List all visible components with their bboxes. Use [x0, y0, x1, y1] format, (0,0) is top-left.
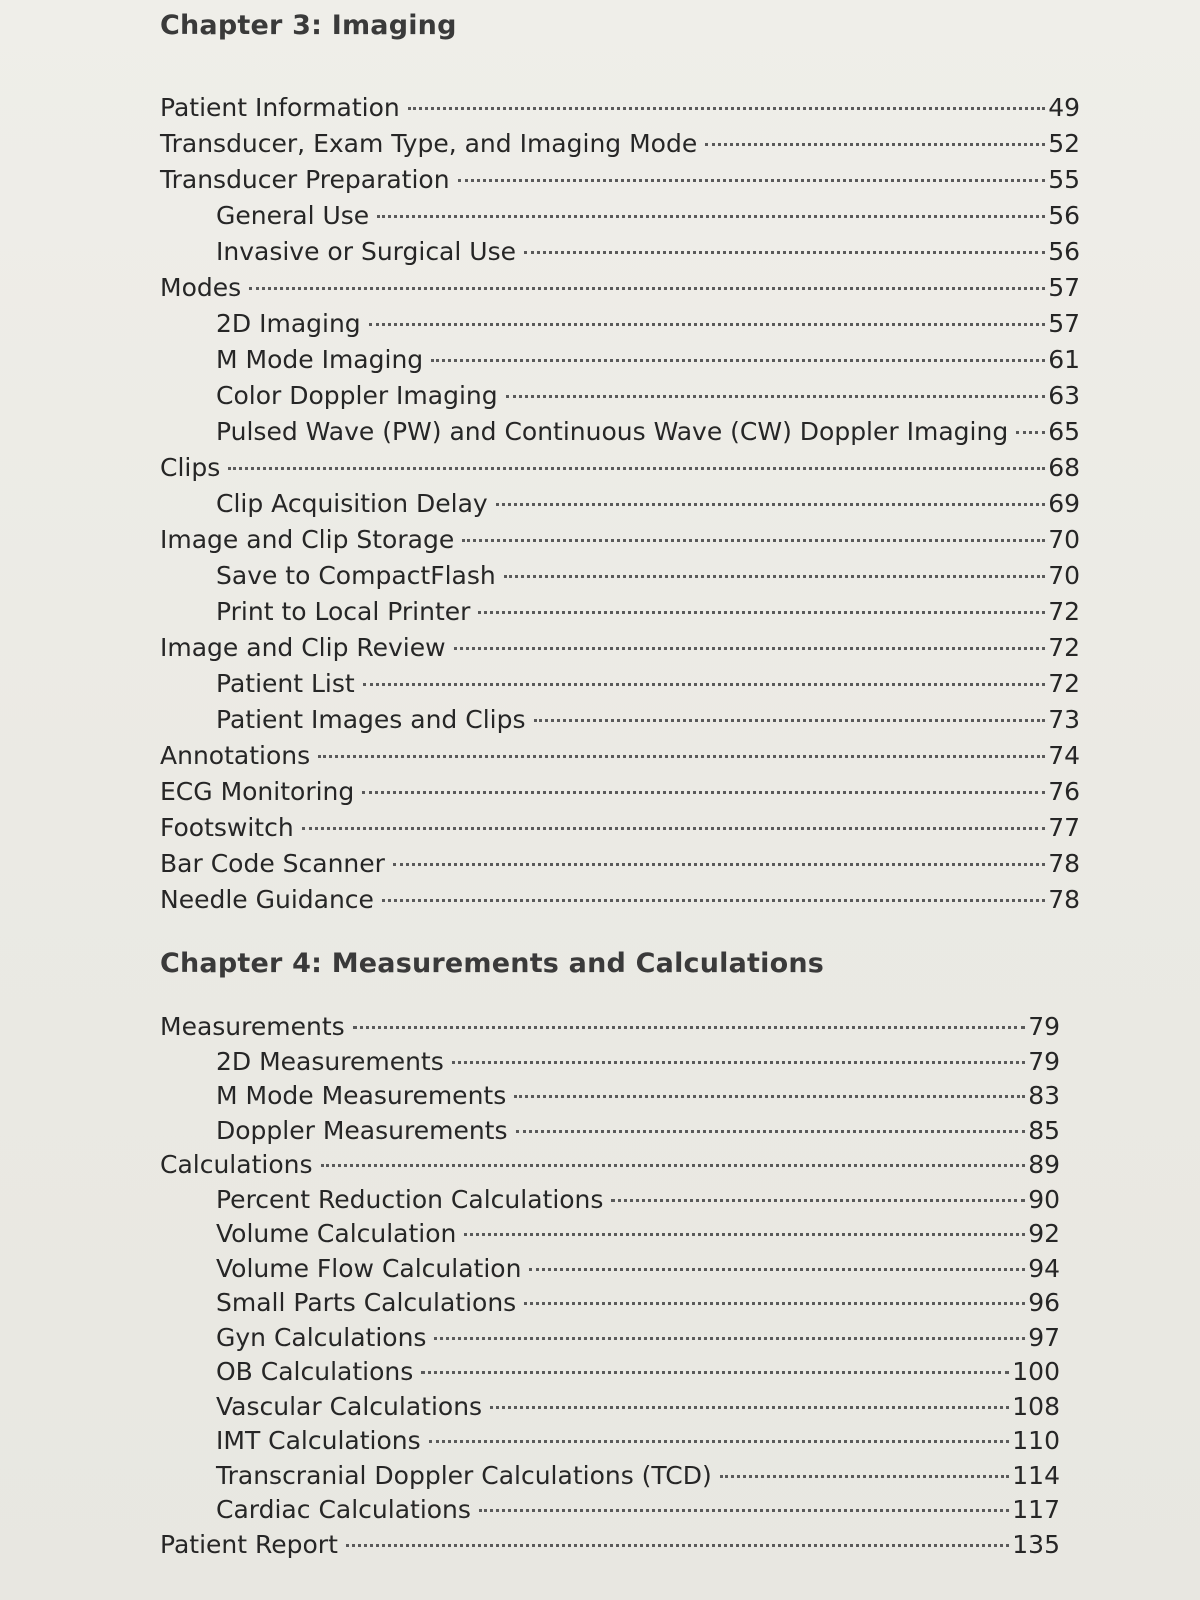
toc-entry-label: Modes: [160, 273, 242, 302]
toc-entry-label: Pulsed Wave (PW) and Continuous Wave (CW) Doppler Imaging: [216, 417, 1009, 446]
toc-entry: [160, 1493, 1060, 1528]
toc-entry-label: Measurements: [160, 1012, 345, 1041]
dot-leader: [506, 395, 1046, 398]
toc-page-number: 92: [1028, 1219, 1060, 1248]
toc-entry: [160, 630, 1080, 666]
toc-entry-label: IMT Calculations: [216, 1426, 421, 1455]
toc-page-number: 74: [1048, 741, 1080, 770]
chapter-title: Chapter 3: Imaging: [160, 10, 457, 41]
toc-entry-label: Bar Code Scanner: [160, 849, 385, 878]
dot-leader: [452, 1061, 1025, 1064]
toc-entry: [160, 1459, 1060, 1494]
toc-entry: [160, 1114, 1060, 1149]
toc-entry-label: Cardiac Calculations: [216, 1495, 471, 1524]
dot-leader: [318, 755, 1045, 758]
toc-entry-label: Gyn Calculations: [216, 1322, 427, 1352]
toc-entry: [160, 1321, 1060, 1356]
toc-page-number: 96: [1028, 1288, 1060, 1317]
dot-leader: [429, 1440, 1010, 1443]
toc-page-number: 72: [1048, 669, 1080, 698]
toc-entry: [160, 126, 1080, 162]
toc-entry-label: Doppler Measurements: [216, 1115, 508, 1145]
toc-page-number: 100: [1012, 1357, 1060, 1386]
dot-leader: [504, 575, 1045, 578]
toc-page-number: 90: [1028, 1184, 1060, 1214]
toc-entry: [160, 594, 1080, 630]
dot-leader: [421, 1371, 1009, 1374]
dot-leader: [393, 863, 1045, 866]
toc-entry: [160, 1355, 1060, 1390]
toc-entry-label: OB Calculations: [216, 1357, 414, 1386]
toc-entry: [160, 270, 1080, 306]
toc-entry: [160, 198, 1080, 234]
toc-page-number: 76: [1048, 777, 1080, 806]
toc-page-number: 110: [1012, 1426, 1060, 1455]
toc-entry-label: M Mode Measurements: [216, 1081, 507, 1110]
toc-entry-label: 2D Imaging: [216, 309, 361, 338]
toc-entry: [160, 90, 1080, 126]
dot-leader: [462, 539, 1045, 542]
toc-entry: [160, 378, 1080, 414]
dot-leader: [534, 719, 1046, 722]
dot-leader: [1016, 431, 1045, 434]
toc-entry-label: Image and Clip Review: [160, 633, 446, 662]
toc-entry: [160, 774, 1080, 810]
dot-leader: [524, 251, 1045, 254]
toc-entry: [160, 666, 1080, 702]
toc-entry: [160, 1286, 1060, 1321]
toc-entry: [160, 1079, 1060, 1114]
toc-page-number: 57: [1048, 309, 1080, 338]
dot-leader: [490, 1406, 1009, 1409]
toc-entry: [160, 450, 1080, 486]
toc-page-number: 83: [1028, 1081, 1060, 1110]
toc-entry: [160, 882, 1080, 918]
toc-entry-label: Calculations: [160, 1150, 313, 1179]
toc-entry: [160, 1183, 1060, 1218]
toc-entry-label: Save to CompactFlash: [216, 561, 496, 590]
toc-entry-label: Volume Flow Calculation: [216, 1253, 522, 1283]
toc-entry-label: Footswitch: [160, 813, 294, 842]
toc-page-number: 68: [1048, 453, 1080, 482]
toc-page-number: 78: [1048, 885, 1080, 914]
toc-entry-label: M Mode Imaging: [216, 345, 424, 374]
dot-leader: [516, 1130, 1026, 1133]
toc-entry-label: Transducer Preparation: [160, 165, 450, 194]
toc-page-number: 56: [1048, 201, 1080, 230]
toc-page-number: 56: [1048, 237, 1080, 266]
dot-leader: [434, 1337, 1025, 1340]
toc-page-number: 72: [1048, 633, 1080, 662]
toc-entry: [160, 738, 1080, 774]
dot-leader: [362, 791, 1045, 794]
dot-leader: [353, 1026, 1026, 1029]
toc-entry: [160, 234, 1080, 270]
toc-page-number: 89: [1028, 1150, 1060, 1179]
toc-entry-label: Annotations: [160, 741, 311, 770]
toc-page-number: 85: [1028, 1115, 1060, 1145]
toc-page-number: 117: [1012, 1495, 1060, 1524]
toc-entry: [160, 810, 1080, 846]
dot-leader: [431, 359, 1045, 362]
dot-leader: [249, 287, 1045, 290]
toc-page-number: 49: [1048, 93, 1080, 122]
chapter-4-section: [160, 944, 1080, 1562]
dot-leader: [228, 467, 1045, 470]
toc-entry: [160, 702, 1080, 738]
toc-entry-label: Needle Guidance: [160, 885, 374, 914]
toc-entry-label: General Use: [216, 201, 370, 230]
toc-entry-label: Patient Report: [160, 1529, 338, 1559]
dot-leader: [478, 611, 1045, 614]
toc-entry-label: Volume Calculation: [216, 1219, 457, 1248]
dot-leader: [514, 1095, 1025, 1098]
dot-leader: [363, 683, 1045, 686]
toc-entry-label: ECG Monitoring: [160, 777, 355, 806]
toc-entry-label: Transducer, Exam Type, and Imaging Mode: [160, 129, 698, 158]
toc-entry-label: Patient Information: [160, 93, 400, 122]
toc-page-number: 57: [1048, 273, 1080, 302]
toc-entry-label: Print to Local Printer: [216, 597, 471, 626]
dot-leader: [377, 215, 1045, 218]
toc-entry: [160, 846, 1080, 882]
toc-entry: [160, 522, 1080, 558]
toc-page-number: 70: [1048, 561, 1080, 590]
toc-page-number: 78: [1048, 849, 1080, 878]
toc-entry-label: Transcranial Doppler Calculations (TCD): [216, 1460, 712, 1490]
dot-leader: [529, 1268, 1025, 1271]
toc-entry-label: Percent Reduction Calculations: [216, 1184, 604, 1214]
toc-entry: [160, 306, 1080, 342]
toc-page-number: 63: [1048, 381, 1080, 410]
toc-page-number: 52: [1048, 129, 1080, 158]
dot-leader: [496, 503, 1045, 506]
toc-entry-label: Small Parts Calculations: [216, 1288, 517, 1317]
toc-entry-label: Patient Images and Clips: [216, 705, 526, 734]
toc-entry: [160, 1424, 1060, 1459]
dot-leader: [346, 1544, 1009, 1547]
dot-leader: [302, 827, 1045, 830]
toc-page-number: 114: [1012, 1460, 1060, 1490]
toc-page-number: 70: [1048, 525, 1080, 554]
toc-entry: [160, 1148, 1060, 1183]
toc-entry-list: [160, 90, 1080, 918]
toc-entry-label: Invasive or Surgical Use: [216, 237, 516, 266]
chapter-3-section: [160, 6, 1080, 918]
dot-leader: [705, 143, 1045, 146]
toc-entry-label: Patient List: [216, 669, 355, 698]
toc-entry-list: [160, 1010, 1080, 1562]
dot-leader: [408, 107, 1045, 110]
toc-page-number: 77: [1048, 813, 1080, 842]
toc-page-number: 55: [1048, 165, 1080, 194]
toc-entry-label: Clip Acquisition Delay: [216, 489, 488, 518]
toc-entry-label: Vascular Calculations: [216, 1391, 483, 1421]
toc-entry: [160, 1045, 1060, 1080]
toc-entry: [160, 342, 1080, 378]
dot-leader: [454, 647, 1046, 650]
toc-page-number: 135: [1012, 1529, 1060, 1559]
dot-leader: [479, 1509, 1009, 1512]
toc-page-number: 65: [1048, 417, 1080, 446]
toc-entry-label: Clips: [160, 453, 221, 482]
dot-leader: [720, 1475, 1010, 1478]
toc-entry: [160, 162, 1080, 198]
toc-page-number: 72: [1048, 597, 1080, 626]
toc-page-number: 69: [1048, 489, 1080, 518]
chapter-title: Chapter 4: Measurements and Calculations: [160, 948, 825, 979]
toc-entry: [160, 1217, 1060, 1252]
dot-leader: [458, 179, 1046, 182]
toc-entry: [160, 558, 1080, 594]
toc-entry: [160, 486, 1080, 522]
dot-leader: [321, 1164, 1026, 1167]
toc-entry: [160, 1528, 1060, 1563]
toc-entry-label: 2D Measurements: [216, 1046, 444, 1076]
dot-leader: [464, 1233, 1025, 1236]
dot-leader: [369, 323, 1046, 326]
dot-leader: [524, 1302, 1025, 1305]
toc-entry: [160, 1010, 1060, 1045]
toc-page-number: 94: [1028, 1253, 1060, 1283]
toc-entry: [160, 414, 1080, 450]
toc-page-number: 79: [1028, 1012, 1060, 1041]
dot-leader: [382, 899, 1045, 902]
toc-entry: [160, 1390, 1060, 1425]
toc-page-number: 61: [1048, 345, 1080, 374]
toc-page-number: 73: [1048, 705, 1080, 734]
toc-entry-label: Color Doppler Imaging: [216, 381, 498, 410]
dot-leader: [611, 1199, 1025, 1202]
toc-page-number: 108: [1012, 1391, 1060, 1421]
toc-page-number: 97: [1028, 1322, 1060, 1352]
toc-page-number: 79: [1028, 1046, 1060, 1076]
toc-entry: [160, 1252, 1060, 1287]
toc-entry-label: Image and Clip Storage: [160, 525, 455, 554]
